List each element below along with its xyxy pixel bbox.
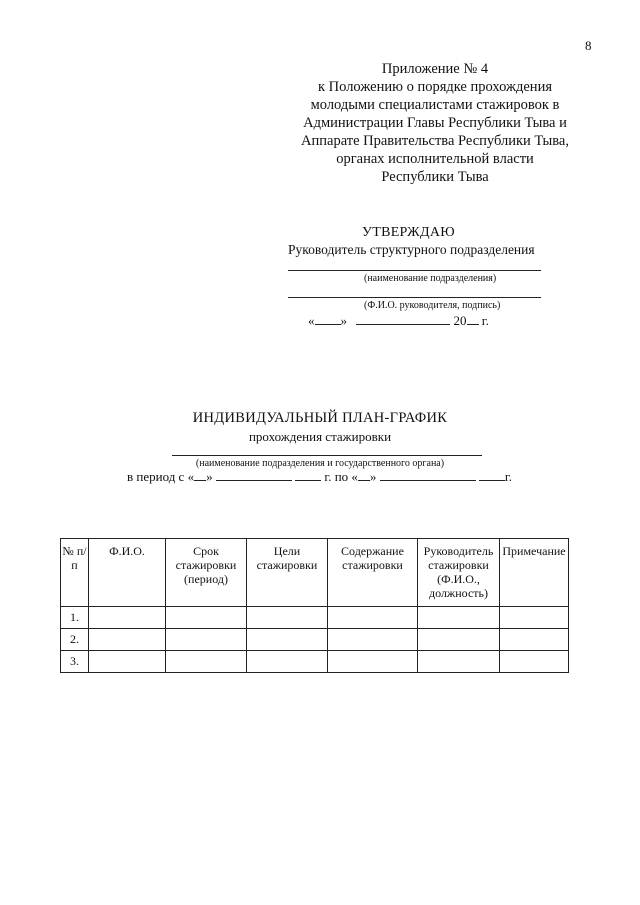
period-suffix: г.	[504, 469, 513, 484]
head-signature-line	[288, 297, 541, 298]
cell-goals	[247, 629, 328, 651]
period-line	[127, 469, 512, 485]
cell-term	[166, 629, 247, 651]
appendix-line: Аппарате Правительства Республики Тыва,	[301, 133, 569, 149]
header-number: № п/п	[61, 539, 89, 607]
header-goals: Цели стажировки	[247, 539, 328, 607]
year-blank	[467, 313, 479, 325]
appendix-line: к Положению о порядке прохождения	[318, 79, 552, 95]
row-number: 1.	[61, 607, 89, 629]
table-header-row	[61, 539, 569, 607]
header-full-name: Ф.И.О.	[89, 539, 166, 607]
cell-goals	[247, 607, 328, 629]
approval-date	[308, 313, 489, 329]
plan-title: ИНДИВИДУАЛЬНЫЙ ПЛАН-ГРАФИК	[192, 410, 448, 426]
cell-full-name	[89, 607, 166, 629]
period-end-month-blank	[380, 469, 476, 481]
period-mid: »	[369, 469, 377, 484]
appendix-line: Республики Тыва	[381, 169, 489, 185]
cell-full-name	[89, 629, 166, 651]
header-supervisor: Руководитель стажировки (Ф.И.О., должность)	[418, 539, 500, 607]
cell-note	[500, 651, 569, 673]
period-suffix: г. по «	[324, 469, 358, 484]
date-year: 20	[453, 313, 467, 328]
appendix-line: Администрации Главы Республики Тыва и	[303, 115, 567, 131]
period-start-month-blank	[216, 469, 292, 481]
period-mid: »	[206, 469, 213, 484]
date-suffix: г.	[481, 313, 489, 328]
row-number: 3.	[61, 651, 89, 673]
date-open-quote: «	[308, 313, 315, 328]
header-content: Содержание стажировки	[328, 539, 418, 607]
page-number: 8	[585, 38, 592, 53]
cell-note	[500, 607, 569, 629]
table-row	[61, 651, 569, 673]
cell-content	[328, 629, 418, 651]
month-blank	[356, 313, 450, 325]
cell-goals	[247, 651, 328, 673]
appendix-line: Приложение № 4	[381, 61, 489, 77]
unit-name-line	[288, 270, 541, 271]
head-signature-caption: (Ф.И.О. руководителя, подпись)	[364, 300, 501, 311]
schedule-table	[60, 538, 569, 673]
cell-supervisor	[418, 651, 500, 673]
cell-full-name	[89, 651, 166, 673]
unit-name-caption: (наименование подразделения)	[364, 273, 497, 284]
cell-content	[328, 607, 418, 629]
header-note: Примечание	[500, 539, 569, 607]
appendix-line: молодыми специалистами стажировок в	[310, 97, 560, 113]
approval-title: УТВЕРЖДАЮ	[362, 225, 455, 240]
table-row	[61, 629, 569, 651]
cell-note	[500, 629, 569, 651]
day-blank	[315, 313, 341, 325]
cell-supervisor	[418, 629, 500, 651]
date-close-quote: »	[340, 313, 347, 328]
period-prefix: в период с «	[127, 469, 195, 484]
cell-supervisor	[418, 607, 500, 629]
cell-term	[166, 651, 247, 673]
row-number: 2.	[61, 629, 89, 651]
appendix-header	[300, 60, 570, 186]
period-end-year-blank	[479, 469, 505, 481]
table-row	[61, 607, 569, 629]
period-start-year-blank	[295, 469, 321, 481]
organ-name-line	[172, 455, 482, 456]
plan-subtitle: прохождения стажировки	[248, 429, 392, 444]
period-start-day-blank	[194, 469, 206, 481]
organ-name-caption: (наименование подразделения и государственного органа)	[195, 458, 445, 469]
approval-subtitle: Руководитель структурного подразделения	[288, 242, 535, 257]
appendix-line: органах исполнительной власти	[336, 151, 534, 167]
header-term: Срок стажировки (период)	[166, 539, 247, 607]
period-end-day-blank	[358, 469, 370, 481]
cell-term	[166, 607, 247, 629]
cell-content	[328, 651, 418, 673]
